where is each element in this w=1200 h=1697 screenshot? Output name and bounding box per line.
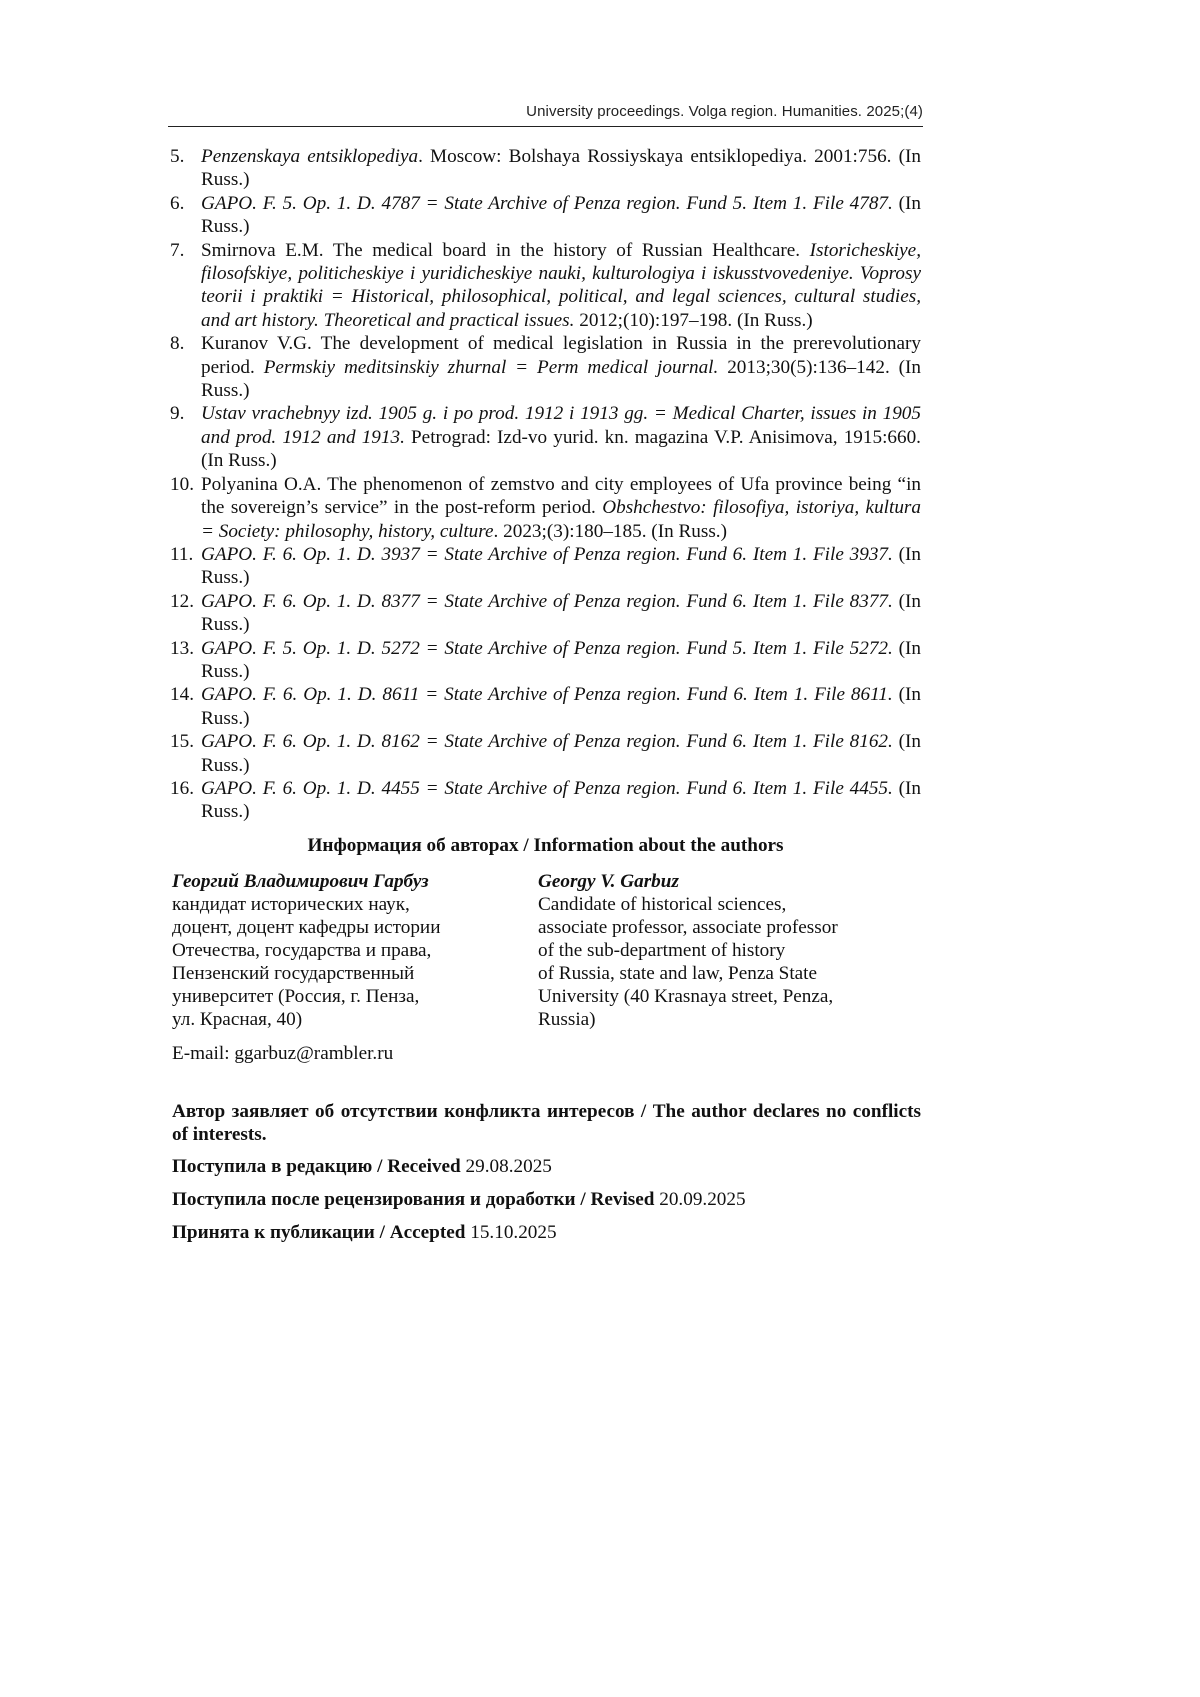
- conflict-declaration: Автор заявляет об отсутствии конфликта интересов / The author declares no conflicts of interests.: [172, 1101, 921, 1145]
- reference-number: 5.: [170, 146, 185, 167]
- reference-number: 6.: [170, 192, 185, 214]
- reference-italic-text: GAPO. F. 6. Op. 1. D. 8611 = State Archive of Penza region. Fund 6. Item 1. File 8611.: [201, 684, 893, 706]
- reference-item: [170, 683, 921, 730]
- author-affiliation-line: Пензенский государственный: [172, 963, 415, 984]
- reference-item: [170, 145, 921, 192]
- reference-text: (In Russ.): [201, 192, 921, 238]
- reference-text: Polyanina O.A. The phenomenon of zemstvo and city employees of Ufa province being “in the sovereign’s service” in the post-reform period.: [201, 473, 921, 519]
- author-affiliation-line: Russia): [538, 1009, 596, 1030]
- received-label: Поступила в редакцию / Received: [172, 1156, 461, 1177]
- reference-number: 15.: [170, 731, 194, 753]
- accepted-label: Принята к публикации / Accepted: [172, 1222, 466, 1243]
- author-info-en: [538, 870, 918, 1031]
- author-affiliation-line: Candidate of historical sciences,: [538, 894, 787, 915]
- reference-number: 8.: [170, 333, 185, 355]
- author-info-ru: [172, 870, 492, 1031]
- reference-number: 13.: [170, 637, 194, 659]
- reference-text: . Moscow: Bolshaya Rossiyskaya entsiklopediya. 2001:756. (In Russ.): [201, 146, 922, 191]
- accepted-date-line: [172, 1222, 557, 1244]
- reference-italic-text: GAPO. F. 6. Op. 1. D. 8162 = State Archive of Penza region. Fund 6. Item 1. File 8162.: [201, 731, 893, 753]
- author-email: E-mail: ggarbuz@rambler.ru: [172, 1043, 394, 1064]
- accepted-date: 15.10.2025: [470, 1222, 557, 1243]
- author-affiliation-line: кандидат исторических наук,: [172, 894, 410, 915]
- received-date: 29.08.2025: [465, 1156, 552, 1177]
- reference-text: . 2023;(3):180–185. (In Russ.): [493, 520, 727, 542]
- authors-heading: Информация об авторах / Information about the authors: [307, 835, 784, 856]
- reference-italic-text: GAPO. F. 5. Op. 1. D. 4787 = State Archive of Penza region. Fund 5. Item 1. File 4787.: [201, 192, 893, 214]
- reference-item: [170, 473, 921, 543]
- reference-text: (In Russ.): [201, 637, 921, 682]
- reference-number: 10.: [170, 473, 194, 495]
- reference-item: [170, 332, 921, 402]
- author-affiliation-line: ул. Красная, 40): [172, 1009, 303, 1030]
- reference-italic-text: Penzenskaya entsiklopediya: [201, 146, 419, 167]
- author-affiliation-line: of the sub-department of history: [538, 940, 786, 961]
- author-affiliation-line: Отечества, государства и права,: [172, 940, 432, 961]
- revised-date-line: [172, 1189, 746, 1211]
- reference-item: [170, 239, 921, 333]
- reference-italic-text: Ustav vrachebnyy izd. 1905 g. i po prod. 1912 i 1913 gg. = Medical Charter, issues in 1905 and prod. 1912 and 1913.: [201, 403, 921, 448]
- author-name-ru: Георгий Владимирович Гарбуз: [172, 871, 429, 892]
- reference-text: (In Russ.): [201, 543, 921, 589]
- reference-text: (In Russ.): [201, 777, 921, 823]
- author-affiliation-line: университет (Россия, г. Пенза,: [172, 986, 420, 1007]
- reference-item: [170, 777, 921, 824]
- reference-text: (In Russ.): [201, 684, 921, 729]
- reference-item: [170, 730, 921, 777]
- reference-text: Smirnova E.M. The medical board in the history of Russian Healthcare.: [201, 239, 810, 261]
- reference-italic-text: Istoricheskiye, filosofskiye, politicheskiye i yuridicheskiye nauki, kulturologiya i iskusstvovedeniye. Voprosy teorii i praktiki = Historical, philosophical, political, and legal sciences, cultural studies, and art history. Theoretical and practical issues.: [201, 239, 921, 331]
- reference-text: (In Russ.): [201, 731, 921, 776]
- reference-italic-text: Obshchestvo: filosofiya, istoriya, kultura = Society: philosophy, history, culture: [201, 497, 921, 542]
- author-affiliation-line: associate professor, associate professor: [538, 917, 838, 938]
- reference-number: 16.: [170, 777, 194, 799]
- reference-italic-text: GAPO. F. 5. Op. 1. D. 5272 = State Archive of Penza region. Fund 5. Item 1. File 5272.: [201, 637, 893, 659]
- author-name-en: Georgy V. Garbuz: [538, 871, 679, 892]
- revised-label: Поступила после рецензирования и доработки / Revised: [172, 1189, 655, 1210]
- reference-text: 2013;30(5):136–142. (In Russ.): [201, 356, 921, 402]
- reference-number: 12.: [170, 590, 194, 612]
- reference-number: 7.: [170, 239, 185, 261]
- running-header: University proceedings. Volga region. Humanities. 2025;(4): [526, 103, 923, 120]
- author-affiliation-line: of Russia, state and law, Penza State: [538, 963, 818, 984]
- reference-italic-text: GAPO. F. 6. Op. 1. D. 8377 = State Archive of Penza region. Fund 6. Item 1. File 8377.: [201, 590, 893, 612]
- reference-item: [170, 590, 921, 637]
- reference-italic-text: Permskiy meditsinskiy zhurnal = Perm medical journal.: [263, 356, 719, 378]
- reference-text: (In Russ.): [201, 590, 921, 636]
- reference-italic-text: GAPO. F. 6. Op. 1. D. 4455 = State Archive of Penza region. Fund 6. Item 1. File 4455.: [201, 777, 893, 799]
- received-date-line: [172, 1156, 552, 1178]
- reference-item: [170, 192, 921, 239]
- reference-text: Kuranov V.G. The development of medical legislation in Russia in the prerevolutionary period.: [201, 333, 921, 378]
- header-divider: [168, 126, 923, 127]
- reference-item: [170, 402, 921, 472]
- reference-item: [170, 543, 921, 590]
- author-affiliation-line: University (40 Krasnaya street, Penza,: [538, 986, 834, 1007]
- reference-number: 9.: [170, 403, 185, 425]
- revised-date: 20.09.2025: [659, 1189, 746, 1210]
- reference-number: 11.: [170, 543, 194, 565]
- reference-italic-text: GAPO. F. 6. Op. 1. D. 3937 = State Archive of Penza region. Fund 6. Item 1. File 3937.: [201, 543, 893, 565]
- reference-list: [170, 145, 921, 824]
- reference-number: 14.: [170, 684, 194, 706]
- reference-text: Petrograd: Izd-vo yurid. kn. magazina V.P. Anisimova, 1915:660. (In Russ.): [201, 426, 921, 472]
- author-affiliation-line: доцент, доцент кафедры истории: [172, 917, 441, 938]
- reference-text: 2012;(10):197–198. (In Russ.): [574, 309, 813, 331]
- reference-item: [170, 637, 921, 684]
